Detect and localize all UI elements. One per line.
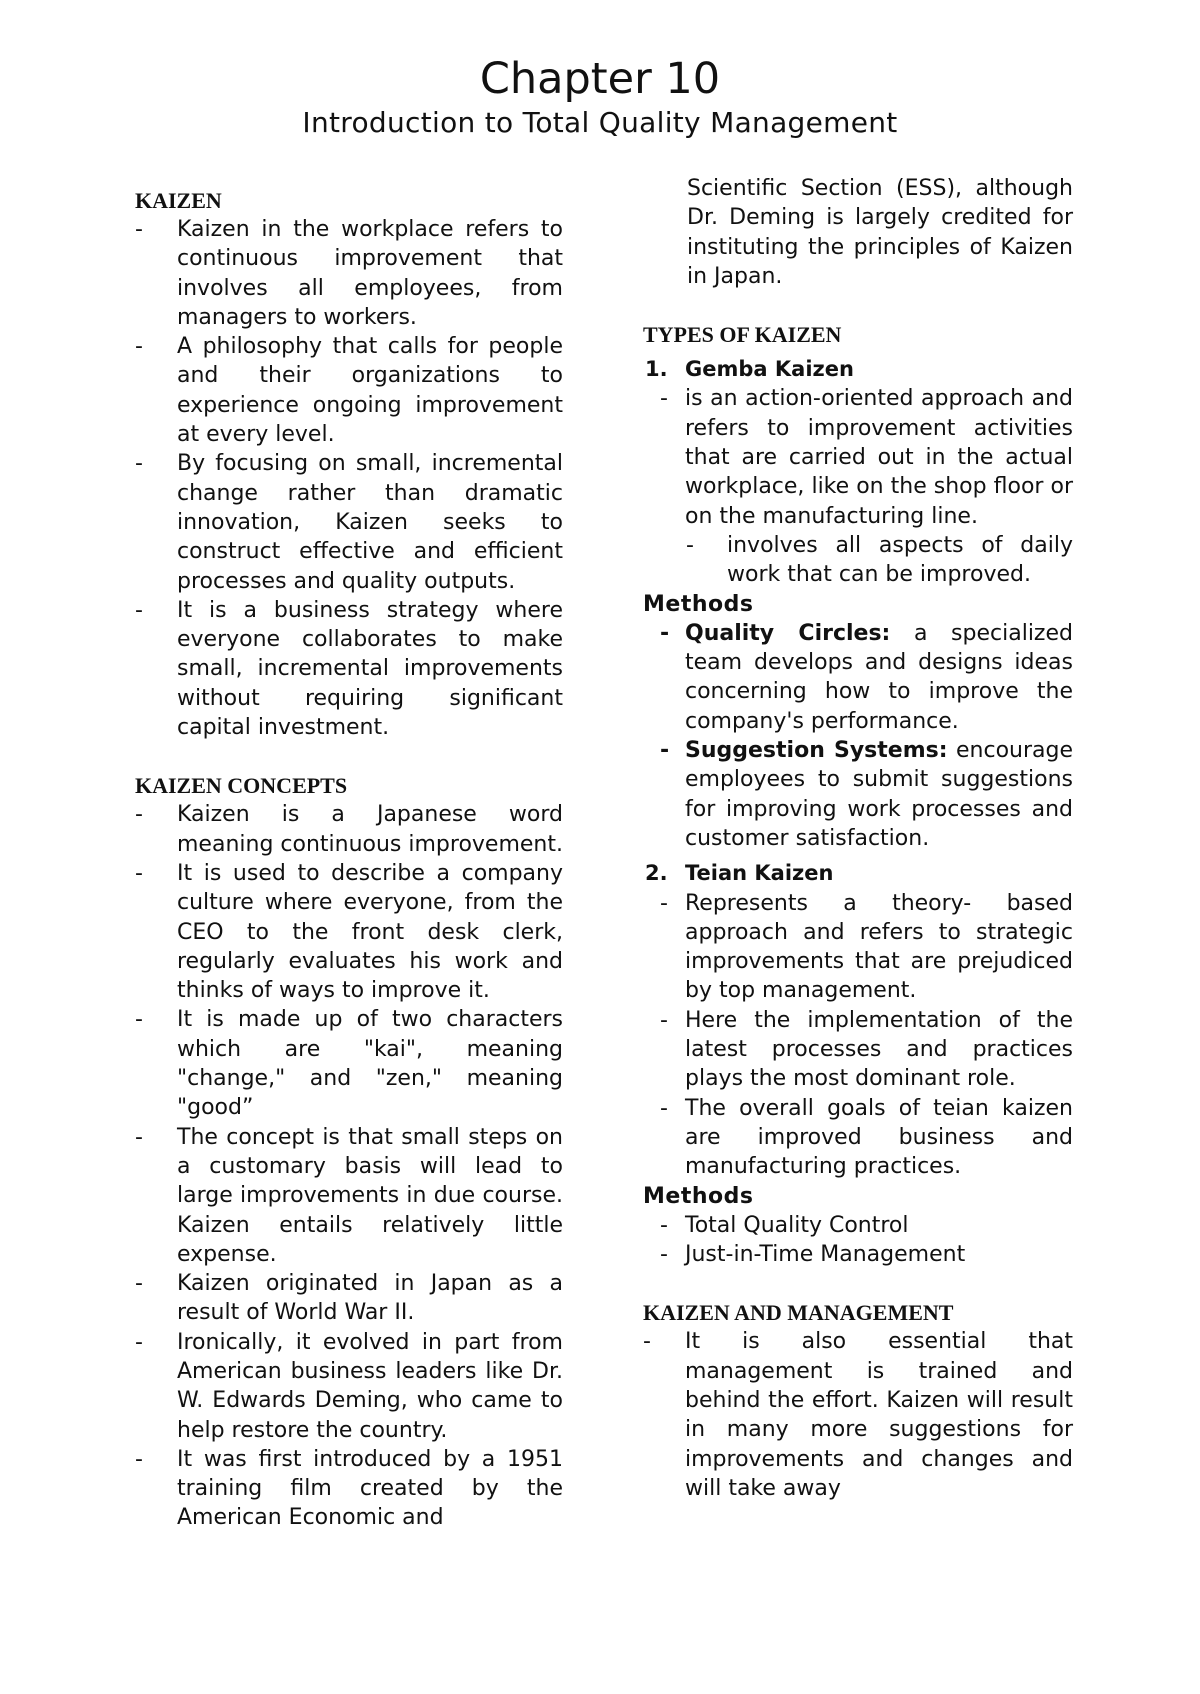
list-item: - It is used to describe a company culture where everyone, from the CEO to the front desk clerk, regularly evaluates his work and thinks of ways to improve it. [135,860,563,1004]
list-item: - By focusing on small, incremental change rather than dramatic innovation, Kaizen seeks to construct effective and efficient processes and quality outputs. [135,451,563,594]
dash-bullet: - [660,1242,668,1268]
left-column [135,186,563,1533]
dash-bullet: - [660,386,668,412]
section-heading-types-of-kaizen: TYPES OF KAIZEN [643,322,842,348]
kaizen-list [135,215,563,742]
continued-paragraph: Scientific Section (ESS), although Dr. Deming is largely credited for instituting the principles of Kaizen in Japan. [687,176,1073,289]
dash-bullet: - [660,1007,668,1033]
method-term: Quality Circles: [685,620,891,646]
section-heading-kaizen: KAIZEN [135,188,222,213]
dash-bullet: - [660,890,668,916]
dash-bullet: - [135,597,143,623]
methods-label: Methods [643,591,754,617]
chapter-subtitle: Introduction to Total Quality Management [302,106,898,139]
dash-bullet: - [660,620,670,646]
list-item: - Represents a theory- based approach and refers to strategic improvements that are prejudiced by top management. [660,890,1073,1004]
list-item: - Ironically, it evolved in part from American business leaders like Dr. W. Edwards Deming, who came to help restore the country. [135,1329,563,1443]
list-item: - It is a business strategy where everyone collaborates to make small, incremental improvements without requiring significant capital investment. [135,597,563,741]
dash-bullet: - [660,738,670,764]
kaizen-concepts-list [135,800,563,1532]
list-item: - Kaizen in the workplace refers to continuous improvement that involves all employees, from managers to workers. [135,217,563,330]
list-item: - The overall goals of teian kaizen are improved business and manufacturing practices. [660,1095,1073,1180]
methods-label: Methods [643,1183,754,1209]
dash-bullet: - [135,1271,143,1297]
section-heading-kaizen-concepts: KAIZEN CONCEPTS [135,773,348,799]
dash-bullet: - [686,532,694,558]
dash-bullet: - [660,1095,668,1121]
method-item: - Total Quality Control [643,1211,1073,1240]
dash-bullet: - [135,860,143,886]
dash-bullet: - [135,334,143,360]
list-item: - Kaizen originated in Japan as a result of World War II. [135,1271,563,1326]
method-item: - Suggestion Systems: encourage employees to submit suggestions for improving work processes and customer satisfaction. [660,738,1074,851]
spacer [643,291,1073,320]
dash-bullet: - [135,1446,143,1472]
spacer [135,742,563,771]
list-item: - It is also essential that management is trained and behind the effort. Kaizen will result in many more suggestions for improvements and changes and will take away [643,1329,1073,1501]
dash-bullet: - [135,1007,143,1033]
dash-bullet: - [660,1212,668,1238]
list-item: - is an action-oriented approach and refers to improvement activities that are carried out in the actual workplace, like on the shop floor or on the manufacturing line. [660,386,1073,529]
method-item: - Quality Circles: a specialized team develops and designs ideas concerning how to improve the company's performance. [660,620,1073,734]
dash-bullet: - [135,217,143,242]
method-item: - Just-in-Time Management [643,1240,1073,1269]
numbered-heading-teian: 2. Teian Kaizen [645,861,834,886]
dash-bullet: - [135,1329,143,1355]
method-term: Suggestion Systems: [685,738,948,764]
section-heading-kaizen-and-management: KAIZEN AND MANAGEMENT [643,1300,954,1326]
sub-list-item: - involves all aspects of daily work that can be improved. [686,532,1073,588]
right-column [643,174,1073,1503]
dash-bullet: - [135,802,143,828]
spacer [643,1269,1073,1298]
list-item: - The concept is that small steps on a customary basis will lead to large improvements in due course. Kaizen entails relatively little expense. [135,1124,563,1267]
chapter-title: Chapter 10 [479,54,721,104]
dash-bullet: - [135,451,143,477]
list-item: - Kaizen is a Japanese word meaning continuous improvement. [135,802,563,857]
dash-bullet: - [643,1329,651,1355]
list-item: - A philosophy that calls for people and their organizations to experience ongoing improvement at every level. [135,334,563,448]
list-item: - Here the implementation of the latest processes and practices plays the most dominant role. [660,1007,1073,1092]
dash-bullet: - [135,1124,143,1150]
numbered-heading-gemba: 1. Gemba Kaizen [645,357,854,382]
list-item: - It was first introduced by a 1951 training film created by the American Economic and [135,1446,563,1531]
list-item: - It is made up of two characters which are "kai", meaning "change," and "zen," meaning "good” [135,1007,563,1121]
